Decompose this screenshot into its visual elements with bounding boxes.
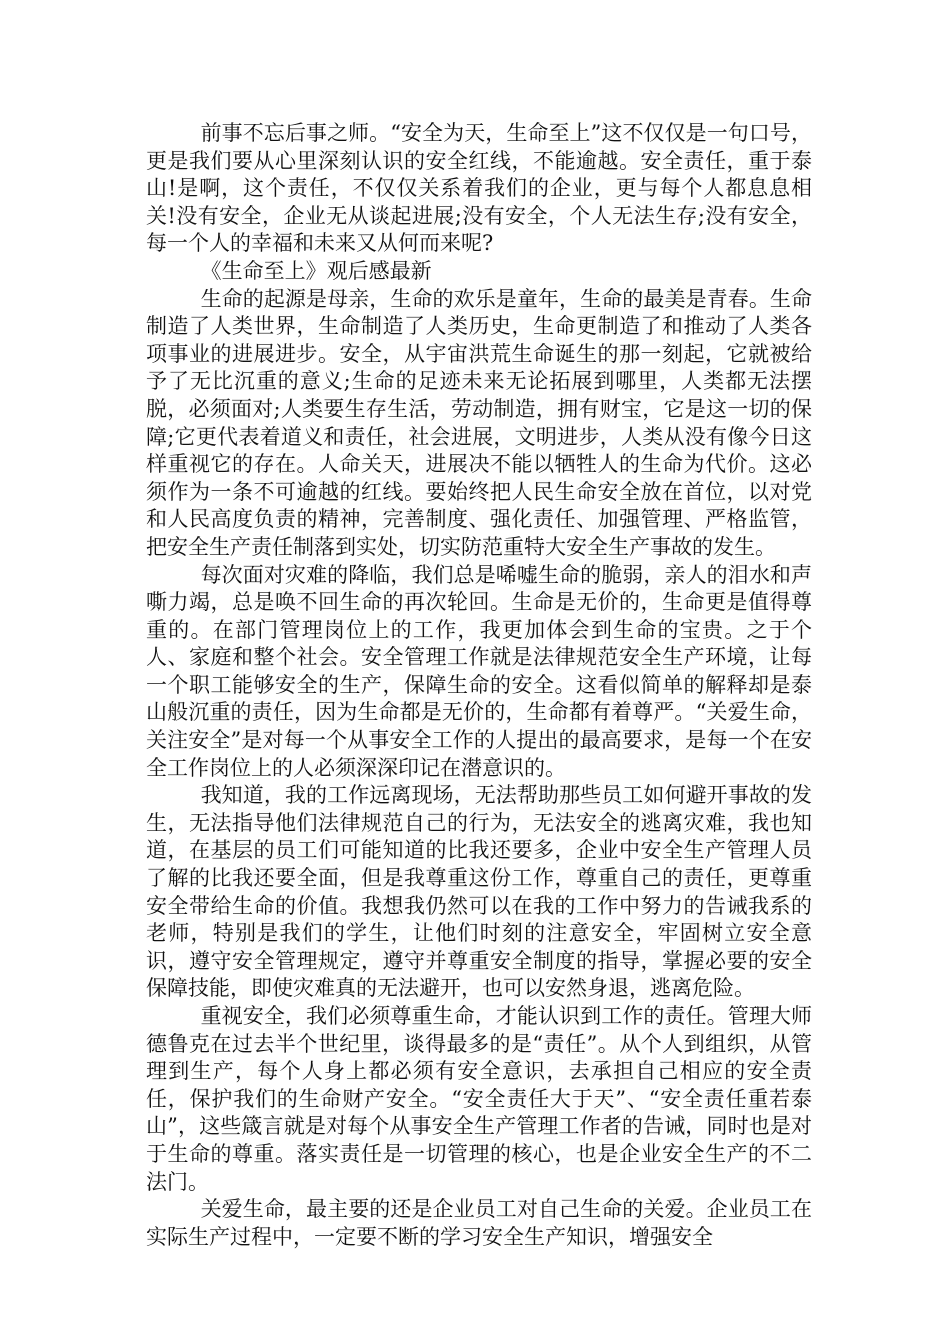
paragraph-facing-disaster: 每次面对灾难的降临，我们总是唏嘘生命的脆弱，亲人的泪水和声嘶力竭，总是唤不回生命的再次轮回。生命是无价的，生命更是值得尊重的。在部门管理岗位上的工作，我更加体会到生命的宝贵。之于个人、家庭和整个社会。安全管理工作就是法律规范安全生产环境，让每一个职工能够安全的生产，保障生命的安全。这看似简单的解释却是泰山般沉重的责任，因为生命都是无价的，生命都有着尊严。“关爱生命，关注安全”是对每一个从事安全工作的人提出的最高要求，是每一个在安全工作岗位上的人必须深深印记在潜意识的。 [146, 562, 812, 780]
paragraph-origin-of-life: 生命的起源是母亲，生命的欢乐是童年，生命的最美是青春。生命制造了人类世界，生命制造了人类历史，生命更制造了和推动了人类各项事业的进展进步。安全，从宇宙洪荒生命诞生的那一刻起，它就被给予了无比沉重的意义;生命的足迹未来无论拓展到哪里，人类都无法摆脱，必须面对;人类要生存生活，劳动制造，拥有财宝，它是这一切的保障;它更代表着道义和责任，社会进展，文明进步，人类从没有像今日这样重视它的存在。人命关天，进展决不能以牺牲人的生命为代价。这必须作为一条不可逾越的红线。要始终把人民生命安全放在首位，以对党和人民高度负责的精神，完善制度、强化责任、加强管理、严格监管，把安全生产责任制落到实处，切实防范重特大安全生产事故的发生。 [146, 286, 812, 559]
paragraph-care-for-life: 关爱生命，最主要的还是企业员工对自己生命的关爱。企业员工在实际生产过程中，一定要不断的学习安全生产知识，增强安全 [146, 1197, 812, 1249]
paragraph-value-safety: 重视安全，我们必须尊重生命，才能认识到工作的责任。管理大师德鲁克在过去半个世纪里，谈得最多的是“责任”。从个人到组织，从管理到生产，每个人身上都必须有安全意识，去承担自己相应的安全责任，保护我们的生命财产安全。“安全责任大于天”、“安全责任重若泰山”，这些箴言就是对每个从事安全生产管理工作者的告诫，同时也是对于生命的尊重。落实责任是一切管理的核心，也是企业安全生产的不二法门。 [146, 1004, 812, 1194]
paragraph-opening: 前事不忘后事之师。“安全为天，生命至上”这不仅仅是一句口号，更是我们要从心里深刻认识的安全红线，不能逾越。安全责任，重于泰山!是啊，这个责任，不仅仅关系着我们的企业，更与每个人都息息相关!没有安全，企业无从谈起进展;没有安全，个人无法生存;没有安全，每一个人的幸福和未来又从何而来呢? [146, 121, 812, 256]
section-heading: 《生命至上》观后感最新 [200, 258, 432, 283]
paragraph-my-work: 我知道，我的工作远离现场，无法帮助那些员工如何避开事故的发生，无法指导他们法律规范自己的行为，无法安全的逃离灾难，我也知道，在基层的员工们可能知道的比我还要多，企业中安全生产管理人员了解的比我还要全面，但是我尊重这份工作，尊重自己的责任，更尊重安全带给生命的价值。我想我仍然可以在我的工作中努力的告诫我系的老师，特别是我们的学生，让他们时刻的注意安全，牢固树立安全意识，遵守安全管理规定，遵守并尊重安全制度的指导，掌握必要的安全保障技能，即使灾难真的无法避开，也可以安然身退，逃离危险。 [146, 783, 812, 1001]
document-body [146, 120, 812, 1251]
